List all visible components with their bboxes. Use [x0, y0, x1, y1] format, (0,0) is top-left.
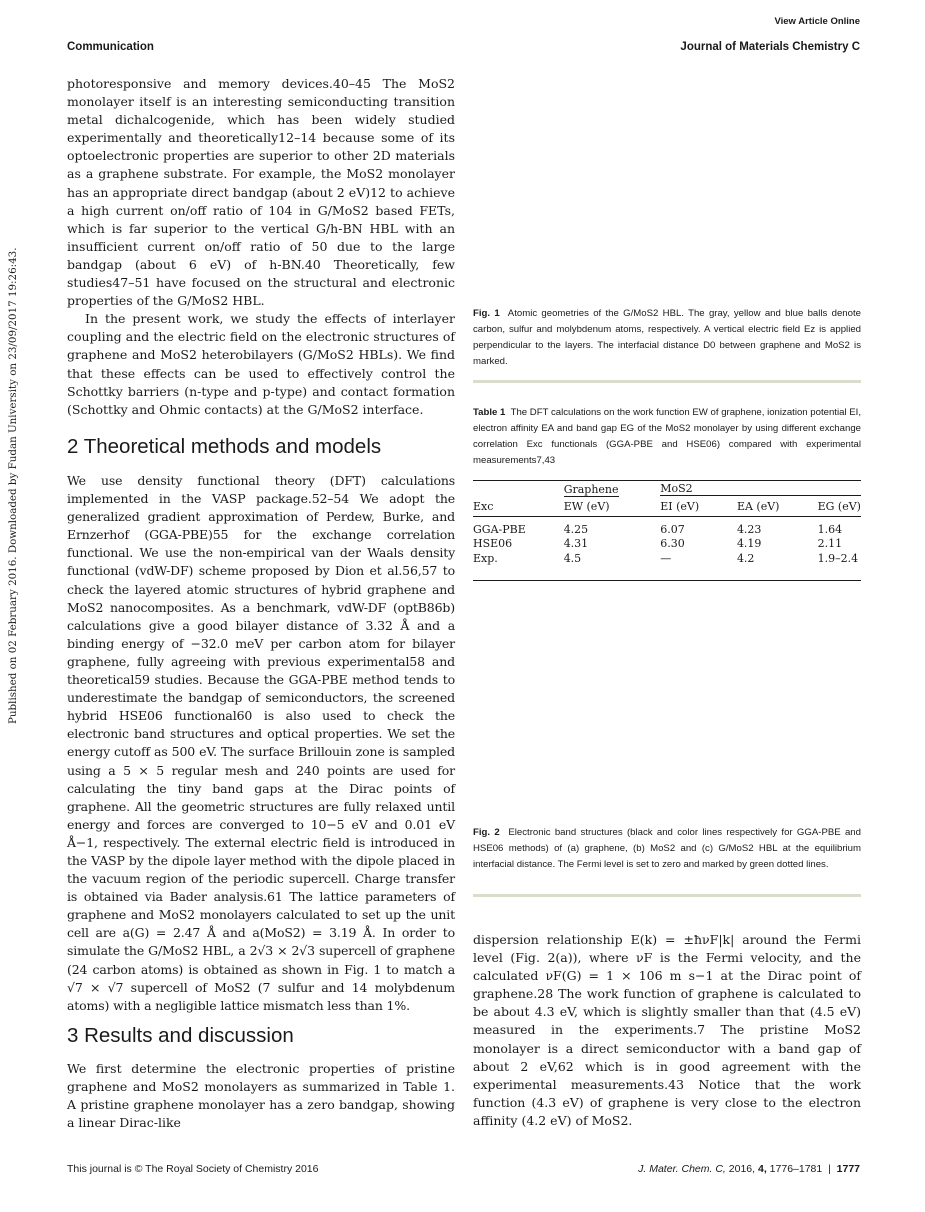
- figure-2-image: [473, 595, 861, 815]
- table-row: [473, 551, 861, 566]
- footer-separator: |: [825, 1163, 834, 1175]
- figure-2-label: Fig. 2: [473, 827, 500, 838]
- figure-1-image: [473, 60, 861, 296]
- methods-text-block: [67, 472, 455, 1015]
- table-cell: 4.2: [736, 551, 755, 565]
- footer-journal: J. Mater. Chem. C,: [638, 1163, 726, 1175]
- methods-paragraph: We use density functional theory (DFT) calculations implemented in the VASP package.52–54 We adopt the generalized gradient approximation of Perdew, Burke, and Ernzerhof (GGA-PBE)55 for the exchange correlation functional. We use the non-empirical van der Waals density functional (vdW-DF) scheme proposed by Dion et al.56,57 to check the layered atomic structures of hybrid graphene and MoS2 nanocomposites. As a benchmark, vdW-DF (optB86b) calculations give a good bilayer distance of 3.32 Å and a binding energy of −32.0 meV per carbon atom for bilayer graphene, fully agreeing with previous experimental58 and theoretical59 studies. Because the GGA-PBE method tends to underestimate the bandgap of semiconductors, the screened hybrid HSE06 functional60 is also used to check the electronic band structures and optical properties. We set the energy cutoff as 500 eV. The surface Brillouin zone is sampled using a 5 × 5 regular mesh and 240 points are used for calculating the tiny band gaps at the Dirac points of graphene. All the geometric structures are fully relaxed until energy and forces are converged to 10−5 eV and 0.01 eV Å−1, respectively. The external electric field is introduced in the VASP by the dipole layer method with the dipole placed in the vacuum region of the periodic supercell. Charge transfer is obtained via Bader analysis.61 The lattice parameters of graphene and MoS2 monolayers calculated to set up the unit cell are a(G) = 2.47 Å and a(MoS2) = 3.19 Å. In order to simulate the G/MoS2 HBL, a 2√3 × 2√3 supercell of graphene (24 carbon atoms) is obtained as shown in Fig. 1 to match a √7 × √7 supercell of MoS2 (7 sulfur and 14 molybdenum atoms) with a negligible lattice mismatch less than 1%.: [67, 473, 455, 1013]
- figure-1-caption-text: Atomic geometries of the G/MoS2 HBL. The gray, yellow and blue balls denote carbon, sulfur and molybdenum atoms, respectively. A vertical electric field Ez is applied perpendicular to the layers. The interfacial distance D0 between graphene and MoS2 is marked.: [473, 308, 861, 367]
- section-3-heading: 3 Results and discussion: [67, 1024, 294, 1047]
- table-cell: 6.30: [660, 537, 685, 551]
- table-row: [473, 537, 861, 552]
- table-group-mos2: MoS2: [660, 482, 861, 496]
- intro-text-block: [67, 75, 455, 419]
- col-header-exc: Exc: [473, 497, 564, 517]
- intro-paragraph-2: In the present work, we study the effects of interlayer coupling and the electric field on the electronic structures of graphene and MoS2 heterobilayers (G/MoS2 HBLs). We find that these effects can be used to effectively control the Schottky barriers (n-type and p-type) and contact formation (Schottky and Ohmic contacts) at the G/MoS2 interface.: [67, 311, 455, 417]
- col-header-ew: EW (eV): [564, 497, 661, 517]
- figure-1-caption: [473, 306, 861, 370]
- results-continued-paragraph: dispersion relationship E(k) = ±ħνF|k| around the Fermi level (Fig. 2(a)), where νF is the Fermi velocity, and the calculated νF(G) = 1 × 106 m s−1 at the Dirac point of graphene.28 The work function of graphene is calculated to be about 4.3 eV, which is slightly smaller than that (4.5 eV) measured in the experiments.7 The pristine MoS2 monolayer is a direct semiconductor with a band gap of about 2 eV,62 which is in good agreement with the experimental measurements.43 Notice that the work function (4.3 eV) of graphene is very close to the electron affinity (4.2 eV) of MoS2.: [473, 932, 861, 1128]
- table-1: [473, 480, 861, 566]
- col-header-ea: EA (eV): [737, 497, 818, 517]
- table-cell: 4.25: [563, 522, 589, 536]
- copyright-footer: This journal is © The Royal Society of Chemistry 2016: [67, 1163, 319, 1175]
- table-cell: 4.31: [563, 537, 589, 551]
- figure-1-divider: [473, 380, 861, 383]
- table-header-empty: [473, 481, 564, 498]
- table-cell: —: [660, 551, 672, 565]
- table-cell: 4.5: [563, 551, 582, 565]
- table-1-caption-text: The DFT calculations on the work function EW of graphene, ionization potential EI, electron affinity EA and band gap EG of the MoS2 monolayer by using different exchange correlation Exc functionals (GGA-PBE and HSE06) compared with experimental measurements7,43: [473, 407, 861, 466]
- table-cell: GGA-PBE: [473, 522, 526, 536]
- col-header-ei: EI (eV): [660, 497, 737, 517]
- table-1-caption: [473, 405, 861, 469]
- col-header-eg: EG (eV): [818, 497, 861, 517]
- intro-paragraph-1: photoresponsive and memory devices.40–45 The MoS2 monolayer itself is an interesting semiconducting transition metal dichalcogenide, which has been widely studied experimentally and theoretically12–14 because some of its optoelectronic properties are superior to other 2D materials as a graphene substrate. For example, the MoS2 monolayer has an appropriate direct bandgap (about 2 eV)12 to achieve a high current on/off ratio of 104 in G/MoS2 based FETs, which is far superior to the vertical G/h-BN HBL with an insufficient current on/off ratio of 50 due to the large bandgap (about 6 eV) of h-BN.40 Theoretically, few studies47–51 have focused on the structural and electronic properties of the G/MoS2 HBL.: [67, 76, 455, 309]
- table-row: [473, 517, 861, 537]
- footer-volume: 4,: [757, 1163, 767, 1175]
- page-number: 1777: [836, 1163, 860, 1175]
- table-cell: 4.19: [736, 537, 762, 551]
- table-cell: 1.64: [817, 522, 843, 536]
- publication-side-note: Published on 02 February 2016. Downloaded by Fudan University on 23/09/2017 19:26:43.: [7, 247, 19, 724]
- journal-title: Journal of Materials Chemistry C: [680, 41, 860, 53]
- table-1-label: Table 1: [473, 407, 506, 418]
- table-1-bottom-rule: [473, 580, 861, 581]
- table-header-row: [473, 497, 861, 517]
- table-cell: HSE06: [473, 537, 513, 551]
- table-cell: 2.11: [817, 537, 843, 551]
- table-cell: 1.9–2.4: [817, 551, 859, 565]
- table-cell: 4.23: [736, 522, 762, 536]
- results-continued-text-block: [473, 931, 861, 1130]
- view-article-online-link[interactable]: View Article Online: [774, 16, 860, 27]
- figure-2-caption: [473, 825, 861, 873]
- results-paragraph: We first determine the electronic properties of pristine graphene and MoS2 monolayers as summarized in Table 1. A pristine graphene monolayer has a zero bandgap, showing a linear Dirac-like: [67, 1061, 455, 1131]
- footer-year: 2016,: [728, 1163, 756, 1175]
- section-2-heading: 2 Theoretical methods and models: [67, 435, 382, 458]
- article-type-label: Communication: [67, 41, 154, 53]
- citation-footer: [638, 1163, 860, 1175]
- footer-pages: 1776–1781: [769, 1163, 823, 1175]
- figure-1-label: Fig. 1: [473, 308, 500, 319]
- figure-2-caption-text: Electronic band structures (black and color lines respectively for GGA-PBE and HSE06 methods) of (a) graphene, (b) MoS2 and (c) G/MoS2 HBL at the equilibrium interfacial distance. The Fermi level is set to zero and marked by green dotted lines.: [473, 827, 861, 870]
- results-text-block: [67, 1060, 455, 1132]
- figure-2-divider: [473, 894, 861, 897]
- table-cell: 6.07: [660, 522, 685, 536]
- table-header-group-row: [473, 481, 861, 498]
- table-cell: Exp.: [473, 551, 498, 565]
- table-group-graphene: Graphene: [563, 482, 619, 496]
